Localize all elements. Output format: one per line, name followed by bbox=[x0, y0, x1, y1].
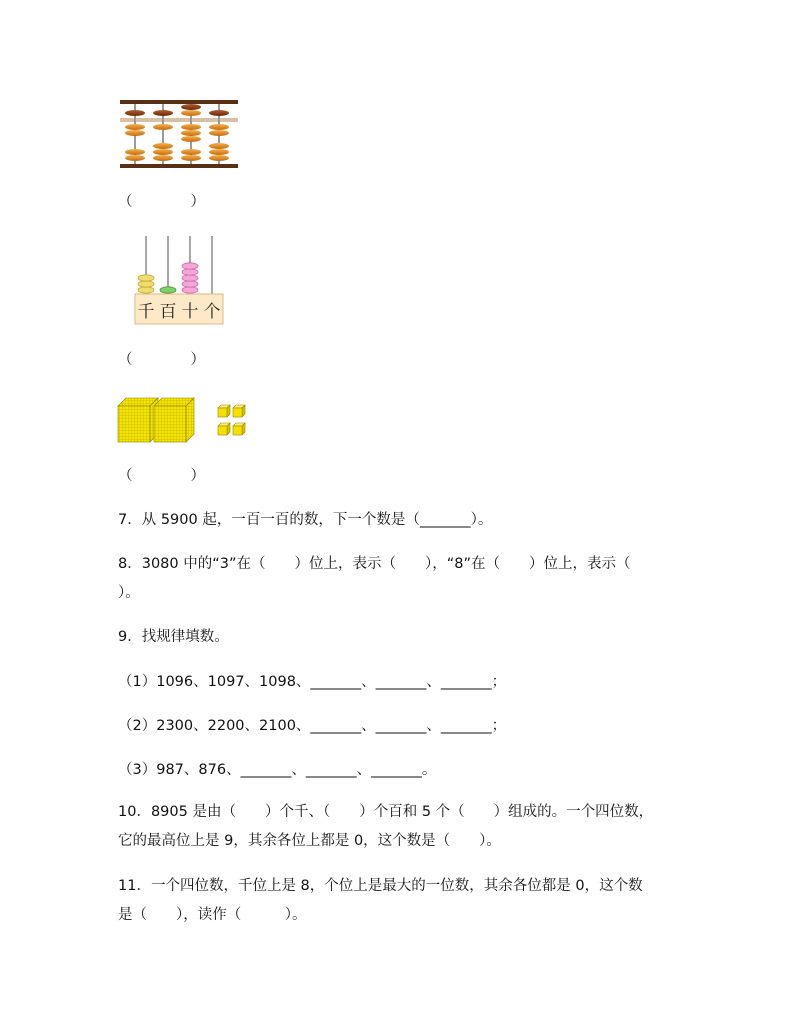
unit-cube-4 bbox=[233, 423, 245, 435]
question-9-title: 9．找规律填数。 bbox=[118, 629, 229, 645]
unit-cube-1 bbox=[218, 405, 230, 417]
question-8-line1: 8．3080 中的“3”在（ ）位上，表示（ ），“8”在（ ）位上，表示（ bbox=[118, 556, 631, 572]
unit-cube-3 bbox=[218, 423, 230, 435]
question-7: 7．从 5900 起，一百一百的数，下一个数是（_______）。 bbox=[118, 512, 493, 528]
question-9-part-3: （3）987、876、_______、_______、_______。 bbox=[118, 762, 437, 778]
unit-cube-2 bbox=[233, 405, 245, 417]
answer-paren-3: （ ） bbox=[118, 468, 205, 484]
question-9-part-2: （2）2300、2200、2100、_______、_______、_______； bbox=[118, 718, 507, 734]
question-10-line1: 10．8905 是由（ ）个千、（ ）个百和 5 个（ ）组成的。一个四位数， bbox=[118, 804, 654, 820]
place-label-hundreds: 百 bbox=[159, 301, 177, 322]
suanpan-abacus-figure bbox=[118, 98, 240, 170]
question-8-line2: ）。 bbox=[118, 585, 140, 601]
thousand-cube-2 bbox=[154, 398, 194, 442]
question-11-line1: 11．一个四位数，千位上是 8，个位上是最大的一位数，其余各位都是 0，这个数 bbox=[118, 878, 643, 894]
question-9-part-1: （1）1096、1097、1098、_______、_______、_______； bbox=[118, 674, 507, 690]
rod-abacus-figure bbox=[134, 234, 224, 326]
base-ten-blocks-figure bbox=[116, 394, 250, 446]
place-label-ones: 个 bbox=[203, 301, 221, 322]
place-label-thousands: 千 bbox=[137, 301, 155, 322]
answer-paren-1: （ ） bbox=[118, 194, 205, 210]
answer-paren-2: （ ） bbox=[118, 352, 205, 368]
question-11-line2: 是（ ），读作（ ）。 bbox=[118, 907, 307, 923]
place-label-tens: 十 bbox=[181, 301, 199, 322]
question-10-line2: 它的最高位上是 9，其余各位上都是 0，这个数是（ ）。 bbox=[118, 833, 501, 849]
thousand-cube-1 bbox=[118, 398, 158, 442]
